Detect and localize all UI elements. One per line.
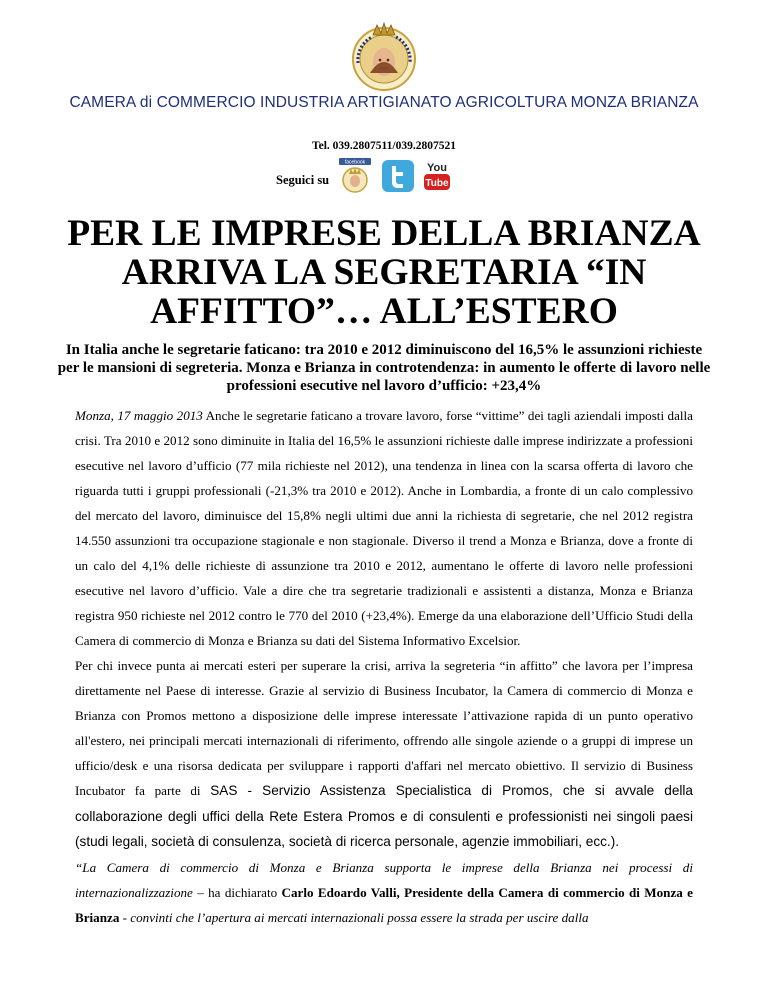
article-body: [75, 403, 693, 930]
youtube-icon[interactable]: [423, 159, 451, 193]
quote-attribution-pre: – ha dichiarato: [192, 884, 282, 900]
paragraph-2: [75, 653, 693, 855]
dateline: Monza, 17 maggio 2013: [75, 408, 203, 423]
subheadline: In Italia anche le segretarie faticano: tra 2010 e 2012 diminuiscono del 16,5% le assunzioni richieste per le mansioni di segreteria. Monza e Brianza in controtendenza: in aumento le offerte di lavoro nelle professioni esecutive nel lavoro d’ufficio: +23,4%: [57, 342, 711, 394]
paragraph-1-text: Anche le segretarie faticano a trovare lavoro, forse “vittime” dei tagli aziendali imposti dalla crisi. Tra 2010 e 2012 sono diminuite in Italia del 16,5% le assunzioni richieste dalle imprese indirizzate a professioni esecutive nel lavoro d’ufficio (77 mila richieste nel 2012), una tendenza in linea con la scarsa offerta di lavoro che riguarda tutti i gruppi professionali (-21,3% tra 2010 e 2012). Anche in Lombardia, a fronte di un calo complessivo del mercato del lavoro, diminuisce del 15,8% negli ultimi due anni la richiesta di segretarie, che nel 2012 registra 14.550 assunzioni tra occupazione stagionale e non stagionale. Diverso il trend a Monza e Brianza, dove a fronte di un calo del 4,1% delle richieste di assunzione tra 2010 e 2012, aumentano le offerte di lavoro nelle professioni esecutive nel lavoro d’ufficio. Vale a dire che tra segretarie tradizionali e assistenti a distanza, Monza e Brianza registra 950 richieste nel 2012 contro le 770 del 2010 (+23,4%). Emerge da una elaborazione dell’Ufficio Studi della Camera di commercio di Monza e Brianza su dati del Sistema Informativo Excelsior.: [75, 408, 693, 648]
phone-number: Tel. 039.2807511/039.2807521: [312, 140, 456, 152]
quote-speaker: Carlo Edoardo Valli, Presidente della Camera di commercio di Monza e Brianza: [75, 884, 693, 925]
follow-label: Seguici su: [276, 172, 330, 187]
headline: PER LE IMPRESE DELLA BRIANZA ARRIVA LA SEGRETARIA “IN AFFITTO”… ALL’ESTERO: [67, 213, 701, 332]
paragraph-2-sas-text: SAS - Servizio Assistenza Specialistica di Promos, che si avvale della collaborazione degli uffici della Rete Estera Promos e di consulenti e professionisti nei singoli paesi (studi legali, società di consulenza, società di ricerca personale, agenzie immobiliari, ecc.).: [75, 783, 693, 850]
paragraph-1: [75, 403, 693, 653]
chamber-seal-logo: [332, 15, 436, 91]
social-follow-bar: [276, 159, 459, 189]
quote-paragraph: [75, 855, 693, 930]
youtube-label-bottom: Tube: [425, 178, 449, 189]
paragraph-2-text: Per chi invece punta ai mercati esteri per superare la crisi, arriva la segreteria “in affitto” che lavora per l’impresa direttamente nel Paese di interesse. Grazie al servizio di Business Incubator, la Camera di commercio di Monza e Brianza con Promos mettono a disposizione delle imprese interessate l’attivazione rapida di un punto operativo all'estero, nei principali mercati internazionali di riferimento, offrendo alle singole aziende o a gruppi di imprese un ufficio/desk e una risorsa dedicata per sviluppare i rapporti d'affari nel mercato obiettivo. Il servizio di Business Incubator fa parte di: [75, 658, 693, 798]
youtube-label-top: You: [427, 162, 448, 174]
organization-name: CAMERA di COMMERCIO INDUSTRIA ARTIGIANATO AGRICOLTURA MONZA BRIANZA: [69, 94, 699, 111]
facebook-label: facebook: [344, 159, 366, 166]
facebook-icon[interactable]: [337, 158, 373, 194]
twitter-icon[interactable]: [381, 159, 415, 193]
quote-text-2: convinti che l’apertura ai mercati internazionali possa essere la strada per uscire dalla: [130, 909, 589, 925]
quote-text-1: “La Camera di commercio di Monza e Brianza supporta le imprese della Brianza nei processi di internazionalizzazione: [75, 859, 693, 900]
quote-attribution-post: -: [119, 909, 131, 925]
